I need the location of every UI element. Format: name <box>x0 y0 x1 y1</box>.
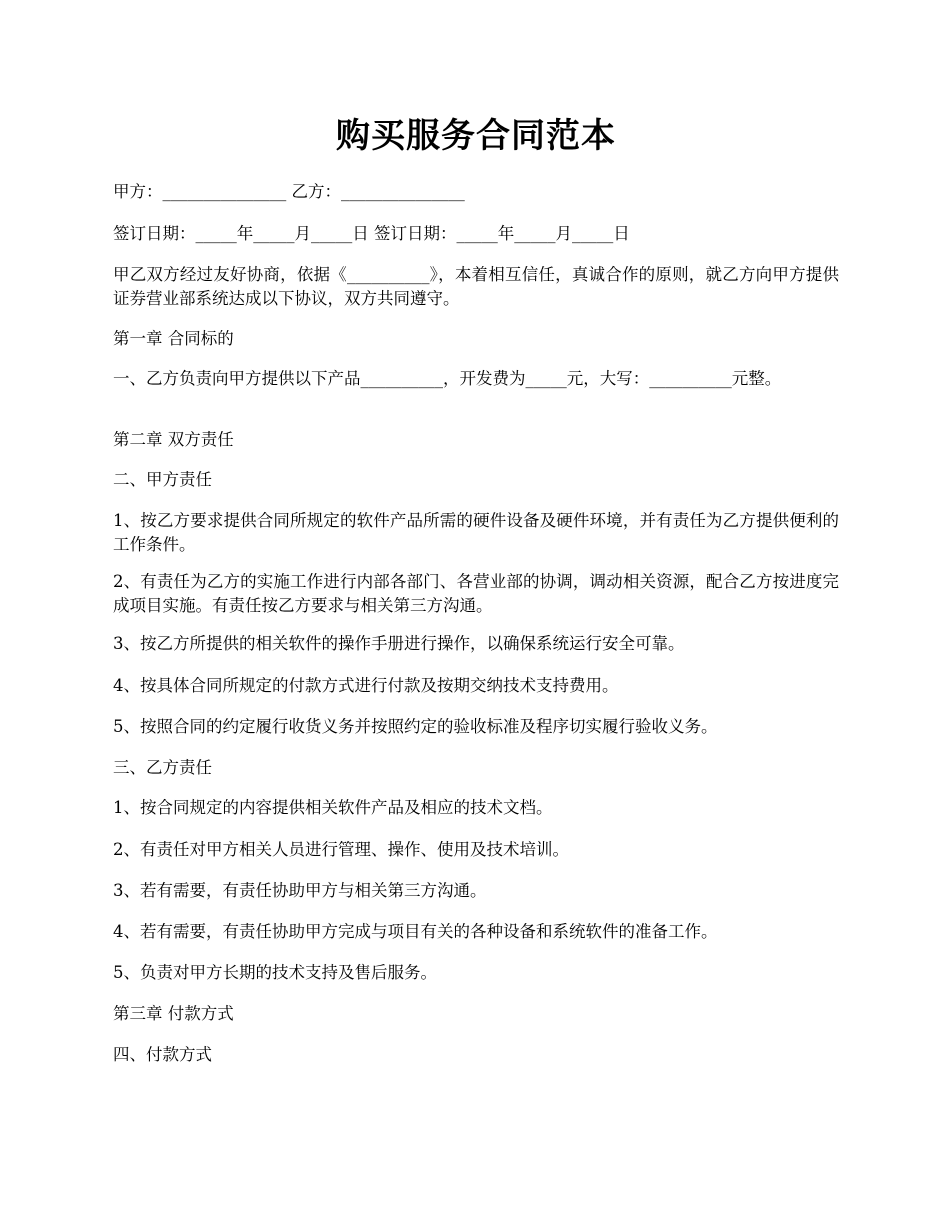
preamble-paragraph: 甲乙双方经过友好协商，依据《__________》，本着相互信任，真诚合作的原则，就乙方向甲方提供证券营业部系统达成以下协议，双方共同遵守。 <box>113 265 839 308</box>
party-b-item-2: 2、有责任对甲方相关人员进行管理、操作、使用及技术培训。 <box>113 840 569 859</box>
party-b-item-4: 4、若有需要，有责任协助甲方完成与项目有关的各种设备和系统软件的准备工作。 <box>113 922 718 941</box>
party-line: 甲方：_______________ 乙方：_______________ <box>113 182 465 201</box>
party-a-item-1: 1、按乙方要求提供合同所规定的软件产品所需的硬件设备及硬件环境，并有责任为乙方提供便利的工作条件。 <box>113 511 839 554</box>
chapter-heading-2: 第二章 双方责任 <box>113 430 234 449</box>
party-a-item-5: 5、按照合同的约定履行收货义务并按照约定的验收标准及程序切实履行验收义务。 <box>113 717 718 736</box>
chapter-heading-3: 第三章 付款方式 <box>113 1004 234 1023</box>
party-a-item-4: 4、按具体合同所规定的付款方式进行付款及按期交纳技术支持费用。 <box>113 676 619 695</box>
party-a-item-2: 2、有责任为乙方的实施工作进行内部各部门、各营业部的协调，调动相关资源，配合乙方按进度完成项目实施。有责任按乙方要求与相关第三方沟通。 <box>113 572 839 615</box>
party-b-item-5: 5、负责对甲方长期的技术支持及售后服务。 <box>113 963 437 982</box>
section-heading-party-b: 三、乙方责任 <box>113 758 212 777</box>
party-a-item-3: 3、按乙方所提供的相关软件的操作手册进行操作，以确保系统运行安全可靠。 <box>113 634 685 653</box>
party-b-item-1: 1、按合同规定的内容提供相关软件产品及相应的技术文档。 <box>113 798 553 817</box>
document-title: 购买服务合同范本 <box>336 116 616 156</box>
signing-date-line: 签订日期：_____年_____月_____日 签订日期：_____年_____月_____日 <box>113 224 630 243</box>
chapter-heading-1: 第一章 合同标的 <box>113 329 234 348</box>
clause-subject: 一、乙方负责向甲方提供以下产品__________，开发费为_____元，大写：__________元整。 <box>113 369 782 388</box>
section-heading-payment: 四、付款方式 <box>113 1045 212 1064</box>
section-heading-party-a: 二、甲方责任 <box>113 470 212 489</box>
party-b-item-3: 3、若有需要，有责任协助甲方与相关第三方沟通。 <box>113 881 487 900</box>
